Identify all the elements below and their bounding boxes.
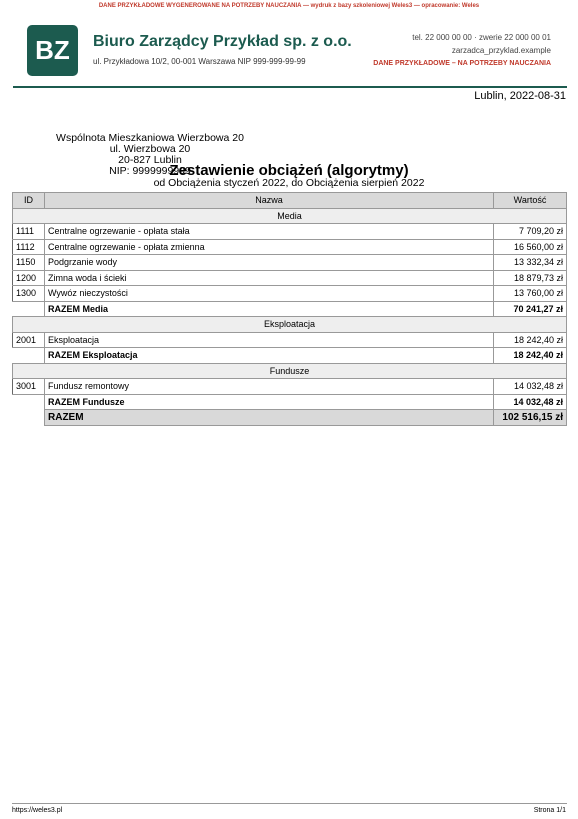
row-name: Fundusz remontowy [45, 379, 494, 395]
section-name: Media [13, 208, 567, 224]
place-date: Lublin, 2022-08-31 [474, 90, 566, 102]
row-name: Wywóz nieczystości [45, 286, 494, 302]
row-value: 13 332,34 zł [494, 255, 567, 271]
footer-url[interactable]: https://weles3.pl [12, 807, 63, 814]
col-id: ID [13, 193, 45, 209]
recipient-name: Wspólnota Mieszkaniowa Wierzbowa 20 [56, 132, 244, 144]
contact-web: zarzadca_przyklad.example [451, 46, 551, 55]
contact-phone: tel. 22 000 00 00 · zwerie 22 000 00 01 [412, 33, 551, 42]
section-header-fundusze [13, 363, 567, 379]
grand-total-row [13, 410, 567, 426]
row-id: 1300 [13, 286, 45, 302]
row-id: 1111 [13, 224, 45, 240]
sum-label: RAZEM Eksploatacja [45, 348, 494, 364]
total-label: RAZEM [45, 410, 494, 426]
row-value: 7 709,20 zł [494, 224, 567, 240]
document-subtitle: od Obciążenia styczeń 2022, do Obciążenia sierpień 2022 [153, 177, 425, 189]
charges-table [12, 192, 567, 426]
total-spacer [13, 410, 45, 426]
sum-value: 70 241,27 zł [494, 301, 567, 317]
row-name: Centralne ogrzewanie - opłata zmienna [45, 239, 494, 255]
company-contact [373, 31, 551, 70]
col-value: Wartość [494, 193, 567, 209]
recipient-city: 20-827 Lublin [118, 154, 182, 166]
row-value: 14 032,48 zł [494, 379, 567, 395]
section-name: Fundusze [13, 363, 567, 379]
header-rule [13, 86, 567, 88]
contact-notice: DANE PRZYKŁADOWE – NA POTRZEBY NAUCZANIA [373, 60, 551, 67]
sum-spacer [13, 301, 45, 317]
company-address: ul. Przykładowa 10/2, 00-001 Warszawa NIP 999-999-99-99 [93, 57, 306, 66]
sum-spacer [13, 394, 45, 410]
table-row [13, 332, 567, 348]
section-name: Eksploatacja [13, 317, 567, 333]
row-name: Centralne ogrzewanie - opłata stała [45, 224, 494, 240]
row-name: Zimna woda i ścieki [45, 270, 494, 286]
row-value: 16 560,00 zł [494, 239, 567, 255]
section-sum-row [13, 394, 567, 410]
row-value: 13 760,00 zł [494, 286, 567, 302]
sum-value: 18 242,40 zł [494, 348, 567, 364]
company-name: Biuro Zarządcy Przykład sp. z o.o. [93, 33, 352, 50]
row-name: Podgrzanie wody [45, 255, 494, 271]
sum-label: RAZEM Media [45, 301, 494, 317]
total-value: 102 516,15 zł [494, 410, 567, 426]
recipient-street: ul. Wierzbowa 20 [109, 143, 191, 155]
row-id: 1112 [13, 239, 45, 255]
row-id: 3001 [13, 379, 45, 395]
row-value: 18 242,40 zł [494, 332, 567, 348]
sum-spacer [13, 348, 45, 364]
page-number: Strona 1/1 [533, 807, 566, 814]
table-row [13, 270, 567, 286]
col-name: Nazwa [45, 193, 494, 209]
row-id: 1200 [13, 270, 45, 286]
table-row [13, 239, 567, 255]
table-header [13, 193, 567, 209]
top-banner: DANE PRZYKŁADOWE WYGENEROWANE NA POTRZEBY NAUCZANIA — wydruk z bazy szkoleniowej Weles3 — opracowanie: Weles [98, 3, 480, 9]
company-logo: BZ [27, 25, 78, 76]
row-value: 18 879,73 zł [494, 270, 567, 286]
section-header-eksploatacja [13, 317, 567, 333]
row-id: 1150 [13, 255, 45, 271]
footer-rule [12, 803, 567, 804]
row-name: Eksploatacja [45, 332, 494, 348]
section-sum-row [13, 301, 567, 317]
sum-value: 14 032,48 zł [494, 394, 567, 410]
sum-label: RAZEM Fundusze [45, 394, 494, 410]
table-row [13, 255, 567, 271]
table-row [13, 286, 567, 302]
document-title: Zestawienie obciążeń (algorytmy) [169, 162, 409, 179]
section-header-media [13, 208, 567, 224]
table-row [13, 224, 567, 240]
table-row [13, 379, 567, 395]
row-id: 2001 [13, 332, 45, 348]
section-sum-row [13, 348, 567, 364]
recipient-nip: NIP: 9999999999 [109, 165, 191, 177]
